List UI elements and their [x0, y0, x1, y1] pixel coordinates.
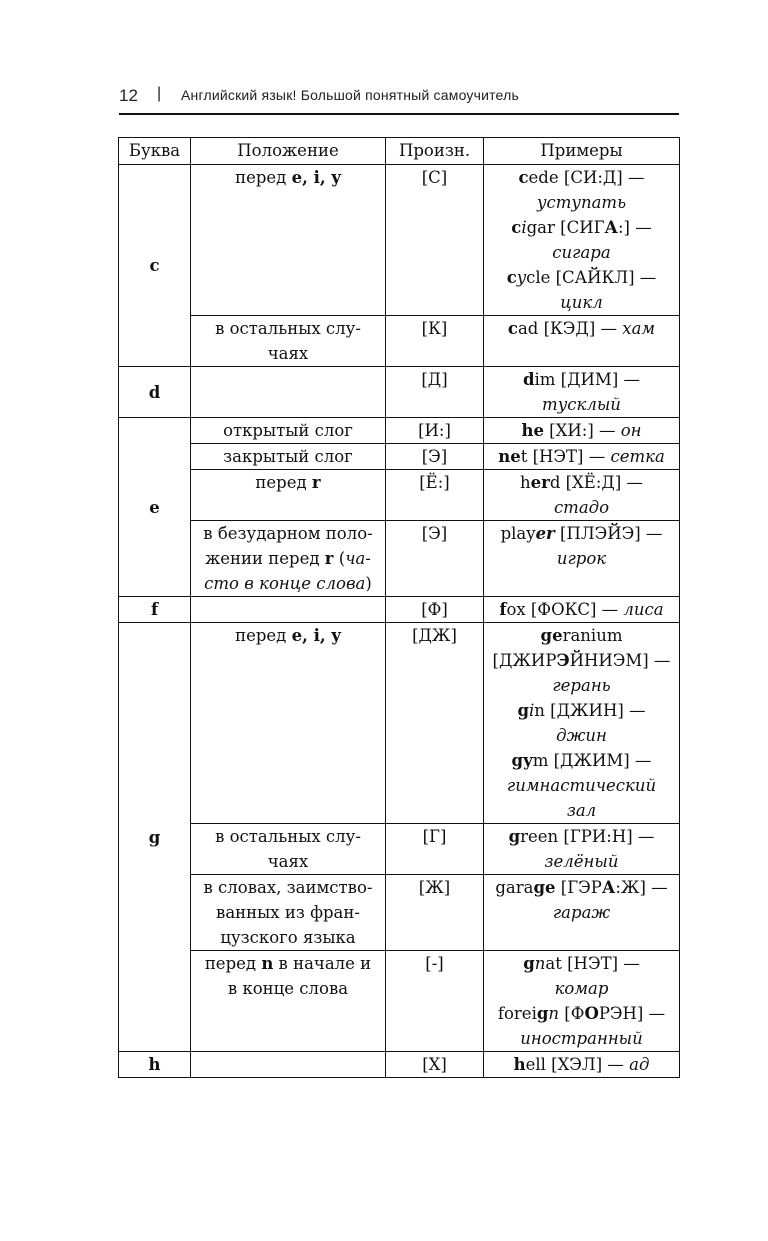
letter-cell-c: c	[119, 165, 191, 367]
examples-cell: herd [ХЁ:Д] — стадо	[484, 470, 680, 521]
table-row	[119, 444, 680, 470]
col-header-pronunciation: Произн.	[386, 138, 484, 165]
position-cell: перед r	[191, 470, 386, 521]
table-row	[119, 597, 680, 623]
table-row	[119, 316, 680, 367]
table-row	[119, 367, 680, 418]
header-separator: |	[157, 85, 162, 102]
pronunciation-cell: [Э]	[386, 444, 484, 470]
pronunciation-cell: [Х]	[386, 1052, 484, 1078]
table-row	[119, 623, 680, 824]
position-cell: перед e, i, y	[191, 623, 386, 824]
examples-cell: green [ГРИ:Н] — зелёный	[484, 824, 680, 875]
examples-cell: dim [ДИМ] — тусклый	[484, 367, 680, 418]
table-row	[119, 521, 680, 597]
letter-cell-d: d	[119, 367, 191, 418]
pronunciation-cell: [Д]	[386, 367, 484, 418]
examples-cell: hell [ХЭЛ] — ад	[484, 1052, 680, 1078]
letter-cell-h: h	[119, 1052, 191, 1078]
position-cell: закрытый слог	[191, 444, 386, 470]
header-rule	[119, 113, 679, 115]
pronunciation-cell: [И:]	[386, 418, 484, 444]
table-row	[119, 470, 680, 521]
examples-cell: cad [КЭД] — хам	[484, 316, 680, 367]
pronunciation-cell: [Ж]	[386, 875, 484, 951]
table-row	[119, 875, 680, 951]
pronunciation-cell: [Г]	[386, 824, 484, 875]
position-cell	[191, 367, 386, 418]
pronunciation-cell: [Ф]	[386, 597, 484, 623]
table-row	[119, 824, 680, 875]
position-cell: открытый слог	[191, 418, 386, 444]
letter-pronunciation-table	[118, 137, 680, 1078]
position-cell: перед n в начале и в конце слова	[191, 951, 386, 1052]
example-cycle: cycle [САЙКЛ] —	[506, 268, 657, 287]
pronunciation-cell: [-]	[386, 951, 484, 1052]
letter-cell-e: e	[119, 418, 191, 597]
page-header	[119, 82, 679, 110]
examples-cell: fox [ФОКС] — лиса	[484, 597, 680, 623]
examples-cell: gnat [НЭТ] — комар foreign [ФОРЭН] — иностранный	[484, 951, 680, 1052]
position-cell: в остальных слу- чаях	[191, 316, 386, 367]
example-cigar: cigar [СИГА:] —	[511, 218, 652, 237]
page-number: 12	[119, 86, 138, 105]
table-header-row	[119, 138, 680, 165]
col-header-position: Положение	[191, 138, 386, 165]
position-cell: в словах, заимство- ванных из фран- цузского языка	[191, 875, 386, 951]
table-row	[119, 1052, 680, 1078]
position-cell: перед e, i, y	[191, 165, 386, 316]
position-cell: в остальных слу- чаях	[191, 824, 386, 875]
examples-cell: cede [СИ:Д] — уступать cigar [СИГА:] — сигара cycle [САЙКЛ] — цикл	[484, 165, 680, 316]
pronunciation-cell: [Э]	[386, 521, 484, 597]
position-cell	[191, 597, 386, 623]
examples-cell: he [ХИ:] — он	[484, 418, 680, 444]
pronunciation-cell: [С]	[386, 165, 484, 316]
book-title: Английский язык! Большой понятный самоучитель	[181, 87, 519, 103]
example-cede: cede [СИ:Д] —	[518, 168, 645, 187]
pronunciation-cell: [ДЖ]	[386, 623, 484, 824]
pronunciation-cell: [К]	[386, 316, 484, 367]
letter-cell-g: g	[119, 623, 191, 1052]
table-row	[119, 951, 680, 1052]
position-cell	[191, 1052, 386, 1078]
examples-cell: garage [ГЭРА:Ж] — гараж	[484, 875, 680, 951]
letter-cell-f: f	[119, 597, 191, 623]
col-header-letter: Буква	[119, 138, 191, 165]
examples-cell: player [ПЛЭЙЭ] — игрок	[484, 521, 680, 597]
position-cell: в безударном поло- жении перед r (ча- сто в конце слова)	[191, 521, 386, 597]
examples-cell: net [НЭТ] — сетка	[484, 444, 680, 470]
pronunciation-cell: [Ё:]	[386, 470, 484, 521]
table-row	[119, 418, 680, 444]
col-header-examples: Примеры	[484, 138, 680, 165]
examples-cell: geranium [ДЖИРЭЙНИЭМ] — герань gin [ДЖИН] — джин gym [ДЖИМ] — гимнастический зал	[484, 623, 680, 824]
table-row	[119, 165, 680, 316]
